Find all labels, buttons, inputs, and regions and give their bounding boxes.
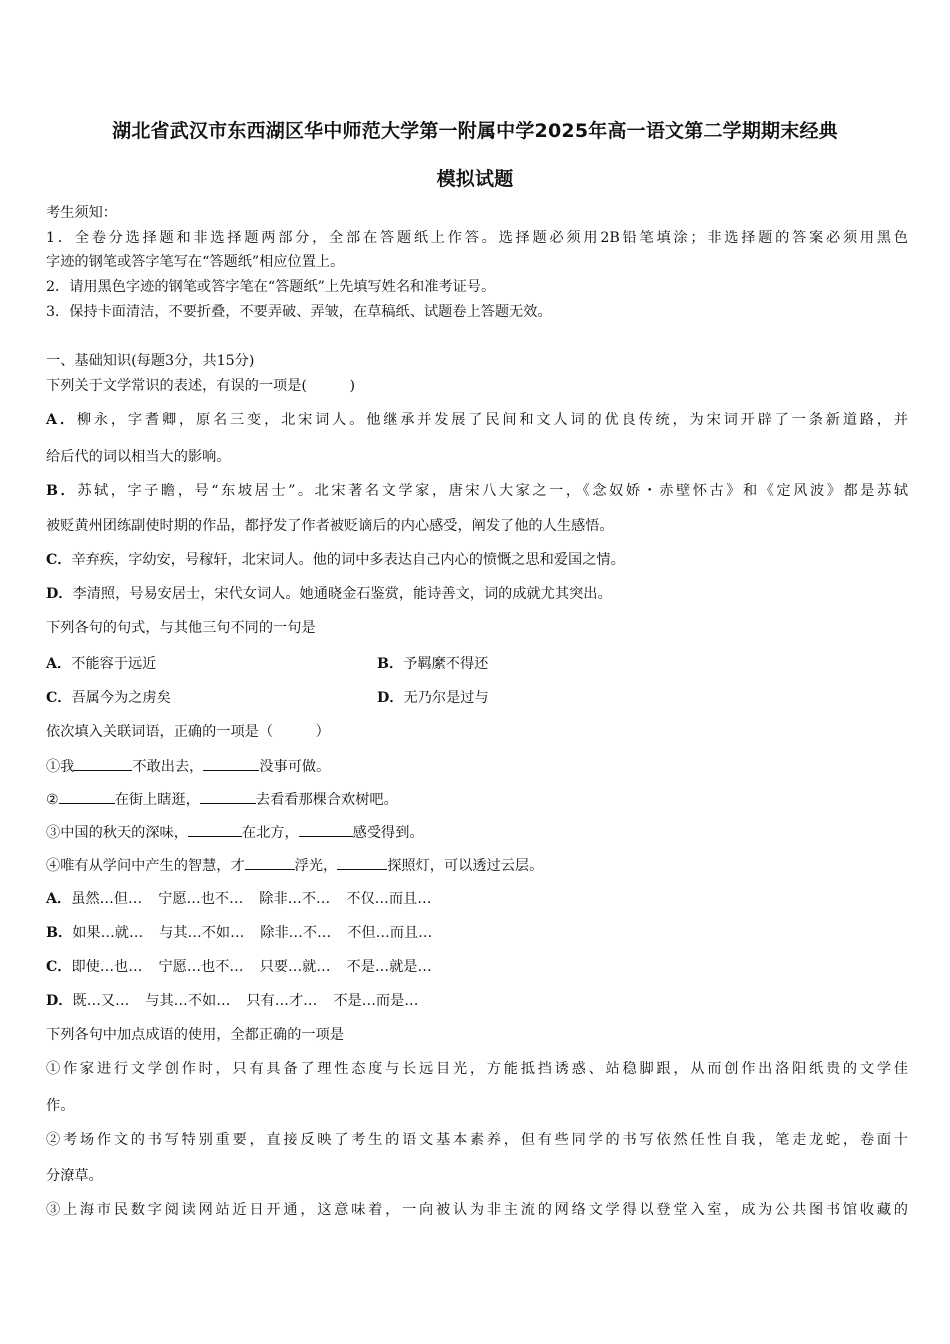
- question-2-option-c: C．吾属今为之虏矣: [46, 690, 171, 706]
- fill-blank: [59, 789, 115, 804]
- fill-blank: [203, 756, 259, 771]
- question-3-sentence-4: ④唯有从学问中产生的智慧，才 浮光， 探照灯，可以透过云层。: [46, 855, 543, 876]
- notice-item-1: 1．全卷分选择题和非选择题两部分，全部在答题纸上作答。选择题必须用2B铅笔填涂；非选择题的答案必须用黑色: [46, 230, 908, 246]
- question-3-stem: 依次填入关联词语，正确的一项是（ ）: [46, 724, 330, 740]
- question-3-option-c: C．即使…也… 宁愿…也不… 只要…就… 不是…就是…: [46, 959, 432, 975]
- fill-blank: [74, 756, 132, 771]
- question-3-sentence-3: ③中国的秋天的深味， 在北方， 感受得到。: [46, 822, 424, 843]
- question-2-option-b: B．予羁縻不得还: [377, 656, 489, 672]
- notice-item-1-cont: 字迹的钢笔或答字笔写在“答题纸”相应位置上。: [46, 254, 345, 270]
- question-1-stem: 下列关于文学常识的表述，有误的一项是( ): [46, 378, 356, 394]
- question-1-option-c: C．辛弃疾，字幼安，号稼轩，北宋词人。他的词中多表达自己内心的愤慨之思和爱国之情。: [46, 552, 625, 568]
- page-title: 湖北省武汉市东西湖区华中师范大学第一附属中学2025年高一语文第二学期期末经典: [112, 120, 838, 142]
- question-4-stem: 下列各句中加点成语的使用，全都正确的一项是: [46, 1027, 344, 1043]
- question-2-stem: 下列各句的句式，与其他三句不同的一句是: [46, 620, 316, 636]
- question-1-option-a: A．柳永，字耆卿，原名三变，北宋词人。他继承并发展了民间和文人词的优良传统，为宋词开辟了一条新道路，并: [46, 412, 908, 428]
- question-4-sentence-1-cont: 作。: [46, 1098, 75, 1114]
- question-4-sentence-1: ①作家进行文学创作时，只有具备了理性态度与长远目光，方能抵挡诱惑、站稳脚跟，从而创作出洛阳纸贵的文学佳: [46, 1061, 908, 1077]
- question-4-sentence-2-cont: 分潦草。: [46, 1168, 103, 1184]
- fill-blank: [245, 855, 295, 870]
- notice-item-2: 2．请用黑色字迹的钢笔或答字笔在“答题纸”上先填写姓名和准考证号。: [46, 279, 496, 295]
- question-3-sentence-2: ② 在街上瞎逛， 去看看那棵合欢树吧。: [46, 789, 398, 810]
- fill-blank: [200, 789, 256, 804]
- question-2-option-a: A．不能容于远近: [46, 656, 157, 672]
- fill-blank: [188, 822, 242, 837]
- question-3-option-d: D．既…又… 与其…不如… 只有…才… 不是…而是…: [46, 993, 419, 1009]
- fill-blank: [337, 855, 387, 870]
- question-2-option-d: D．无乃尔是过与: [377, 690, 489, 706]
- page-title-line2: 模拟试题: [436, 168, 514, 190]
- section-heading: 一、基础知识(每题3分，共15分): [46, 353, 255, 369]
- question-1-option-b-cont: 被贬黄州团练副使时期的作品，都抒发了作者被贬谪后的内心感受，阐发了他的人生感悟。: [46, 518, 614, 534]
- question-1-option-d: D．李清照，号易安居士，宋代女词人。她通晓金石鉴赏，能诗善文，词的成就尤其突出。: [46, 586, 612, 602]
- question-4-sentence-3: ③上海市民数字阅读网站近日开通，这意味着，一向被认为非主流的网络文学得以登堂入室，成为公共图书馆收藏的: [46, 1202, 908, 1218]
- question-3-option-a: A．虽然…但… 宁愿…也不… 除非…不… 不仅…而且…: [46, 891, 432, 907]
- question-1-option-b: B．苏轼，字子瞻，号“东坡居士”。北宋著名文学家，唐宋八大家之一，《念奴娇・赤壁怀古》和《定风波》都是苏轼: [46, 483, 908, 499]
- question-4-sentence-2: ②考场作文的书写特别重要，直接反映了考生的语文基本素养，但有些同学的书写依然任性自我，笔走龙蛇，卷面十: [46, 1132, 908, 1148]
- question-1-option-a-cont: 给后代的词以相当大的影响。: [46, 449, 231, 465]
- notice-item-3: 3．保持卡面清洁，不要折叠，不要弄破、弄皱，在草稿纸、试题卷上答题无效。: [46, 304, 552, 320]
- question-3-option-b: B．如果…就… 与其…不如… 除非…不… 不但…而且…: [46, 925, 433, 941]
- notice-heading: 考生须知：: [46, 205, 117, 221]
- fill-blank: [299, 822, 353, 837]
- question-3-sentence-1: ①我 不敢出去， 没事可做。: [46, 756, 330, 777]
